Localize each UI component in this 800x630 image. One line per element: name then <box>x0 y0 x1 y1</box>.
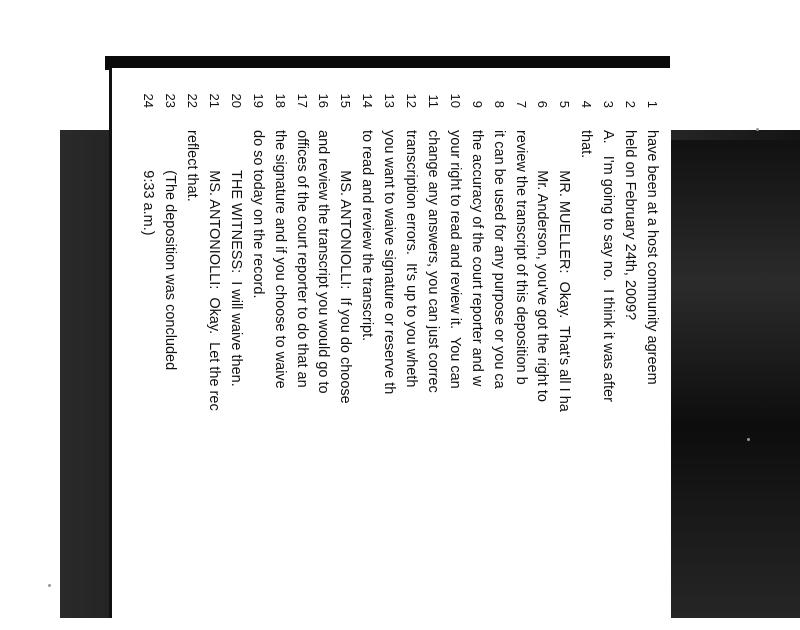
transcript-line <box>203 68 225 618</box>
transcript-line <box>597 68 619 618</box>
line-number: 23 <box>163 93 179 108</box>
transcript-line <box>291 68 313 618</box>
transcript-line <box>466 68 488 618</box>
transcript-line <box>575 68 597 618</box>
transcript-line <box>400 68 422 618</box>
transcript-line <box>619 68 641 618</box>
line-text: MS. ANTONIOLLI: Okay. Let the rec <box>206 130 222 411</box>
line-number: 4 <box>579 100 595 108</box>
line-number: 18 <box>272 93 288 108</box>
line-number: 24 <box>141 93 157 108</box>
transcript-line <box>553 68 575 618</box>
line-text: have been at a host community agreem <box>644 130 660 385</box>
transcript-line <box>532 68 554 618</box>
line-text: reflect that. <box>184 130 201 202</box>
scan-speck <box>48 584 51 587</box>
scan-speck <box>756 128 759 131</box>
line-text: it can be used for any purpose or you ca <box>490 130 507 389</box>
transcript-line <box>510 68 532 618</box>
line-number: 22 <box>185 93 201 108</box>
scanner-shadow-right <box>668 140 800 618</box>
line-number: 19 <box>250 93 266 108</box>
line-text: (The deposition was concluded <box>162 130 179 371</box>
line-text: your right to read and review it. You can <box>446 130 463 389</box>
line-text: and review the transcript you would go to <box>315 130 332 394</box>
transcript-line <box>356 68 378 618</box>
line-number: 1 <box>645 100 660 108</box>
line-text: MS. ANTONIOLLI: If you do choose <box>337 130 354 404</box>
line-text: you want to waive signature or reserve th <box>381 130 398 395</box>
transcript-line <box>269 68 291 618</box>
transcript-line <box>159 68 181 618</box>
line-text: review the transcript of this deposition b <box>512 130 529 385</box>
line-number: 15 <box>338 93 354 108</box>
transcript-page <box>109 68 671 618</box>
scan-speck <box>747 438 750 441</box>
line-number: 3 <box>601 100 617 108</box>
transcript-line <box>181 68 203 618</box>
transcript-line <box>641 68 663 618</box>
transcript-line <box>488 68 510 618</box>
line-text: THE WITNESS: I will waive then. <box>227 130 244 387</box>
line-text: the signature and if you choose to waive <box>271 130 288 389</box>
line-text: that. <box>578 130 595 159</box>
transcript-lines <box>112 68 671 618</box>
line-number: 6 <box>535 100 551 108</box>
line-number: 5 <box>557 100 573 108</box>
transcript-line <box>225 68 247 618</box>
line-number: 9 <box>469 100 485 108</box>
line-text: MR. MUELLER: Okay. That's all I ha <box>556 130 573 412</box>
line-number: 13 <box>382 93 398 108</box>
line-text: A. I'm going to say no. I think it was after <box>600 130 617 402</box>
transcript-line <box>378 68 400 618</box>
line-text: do so today on the record. <box>249 130 266 299</box>
line-text: transcription errors. It's up to you wheth <box>403 130 420 388</box>
line-number: 17 <box>294 93 310 108</box>
line-number: 10 <box>447 93 463 108</box>
line-number: 21 <box>207 93 222 108</box>
line-text: the accuracy of the court reporter and w <box>468 130 485 387</box>
line-number: 8 <box>491 100 507 108</box>
line-number: 7 <box>513 100 529 108</box>
transcript-line <box>334 68 356 618</box>
line-text: held on February 24th, 2009? <box>622 130 639 321</box>
rotated-text-block <box>112 68 671 618</box>
line-text: 9:33 a.m.) <box>140 130 157 236</box>
line-number: 20 <box>228 93 244 108</box>
line-number: 12 <box>404 93 420 108</box>
transcript-line <box>444 68 466 618</box>
line-number: 14 <box>360 93 376 108</box>
transcript-line <box>137 68 159 618</box>
transcript-line <box>247 68 269 618</box>
transcript-line <box>422 68 444 618</box>
line-text: change any answers, you can just correc <box>425 130 441 393</box>
line-number: 2 <box>623 100 639 108</box>
line-number: 16 <box>316 93 332 108</box>
line-text: to read and review the transcript. <box>359 130 376 342</box>
transcript-line <box>313 68 335 618</box>
line-text: offices of the court reporter to do that an <box>293 130 310 388</box>
line-number: 11 <box>426 94 441 108</box>
line-text: Mr. Anderson, you've got the right to <box>534 130 551 402</box>
